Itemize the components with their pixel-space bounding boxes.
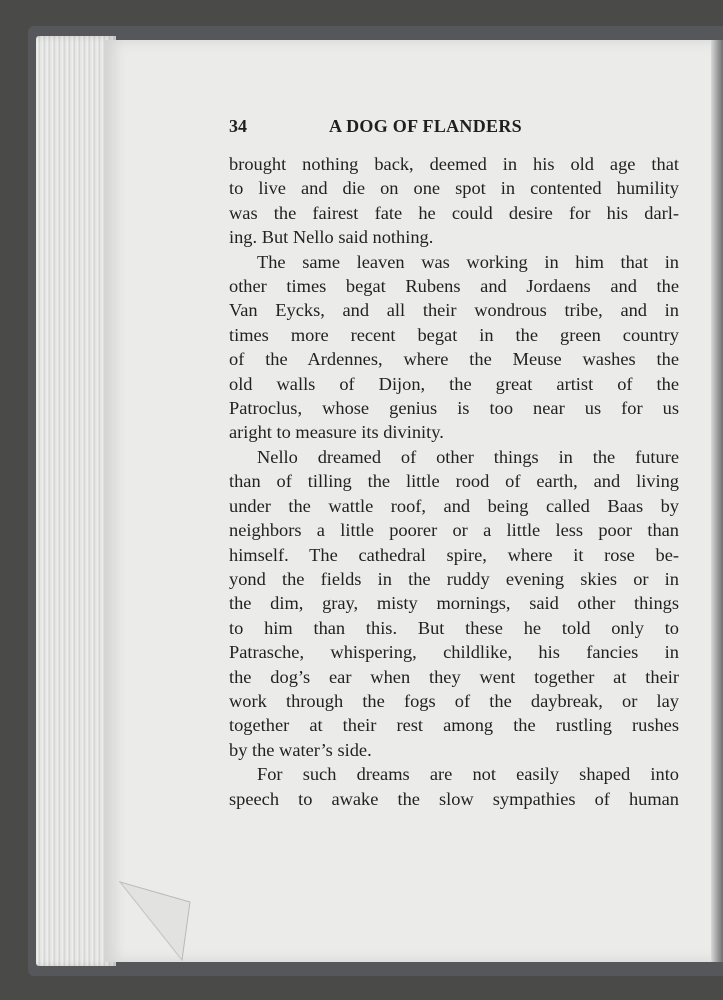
text-line: of the Ardennes, where the Meuse washes the — [229, 349, 679, 370]
text-line: work through the fogs of the daybreak, or lay — [229, 690, 679, 711]
spine-shadow — [711, 40, 723, 962]
text-line: the dog’s ear when they went together at their — [229, 666, 679, 687]
body-text — [229, 152, 679, 811]
text-line: the dim, gray, misty mornings, said other things — [229, 593, 679, 614]
page-header — [229, 116, 685, 142]
text-line: brought nothing back, deemed in his old age that — [229, 154, 679, 174]
text-line: to live and die on one spot in contented humility — [229, 178, 679, 199]
text-line: other times begat Rubens and Jordaens and the — [229, 276, 679, 297]
text-line: by the water’s side. — [229, 739, 372, 760]
text-line: old walls of Dijon, the great artist of the — [229, 373, 679, 394]
text-line: to him than this. But these he told only to — [229, 617, 679, 638]
text-line: For such dreams are not easily shaped into — [257, 764, 679, 785]
text-line: Van Eycks, and all their wondrous tribe, and in — [229, 300, 679, 321]
text-line: Nello dreamed of other things in the future — [257, 446, 679, 467]
text-line: than of tilling the little rood of earth, and living — [229, 471, 679, 492]
text-line: The same leaven was working in him that in — [257, 251, 679, 272]
text-line: together at their rest among the rustling rushes — [229, 715, 679, 736]
text-line: aright to measure its divinity. — [229, 422, 444, 443]
text-line: neighbors a little poorer or a little less poor than — [229, 520, 679, 541]
text-line: ing. But Nello said nothing. — [229, 227, 434, 248]
folded-corner-icon — [118, 880, 198, 962]
running-title: A DOG OF FLANDERS — [329, 116, 522, 136]
text-line: Patroclus, whose genius is too near us for us — [229, 398, 679, 419]
page-number: 34 — [229, 116, 247, 136]
text-line: yond the fields in the ruddy evening skies or in — [229, 568, 679, 589]
text-line: speech to awake the slow sympathies of human — [229, 788, 679, 809]
text-line: Patrasche, whispering, childlike, his fancies in — [229, 642, 679, 663]
text-line: was the fairest fate he could desire for his darl- — [229, 202, 679, 223]
text-line: under the wattle roof, and being called Baas by — [229, 495, 679, 516]
text-line: times more recent begat in the green country — [229, 324, 679, 345]
text-line: himself. The cathedral spire, where it rose be- — [229, 544, 679, 565]
